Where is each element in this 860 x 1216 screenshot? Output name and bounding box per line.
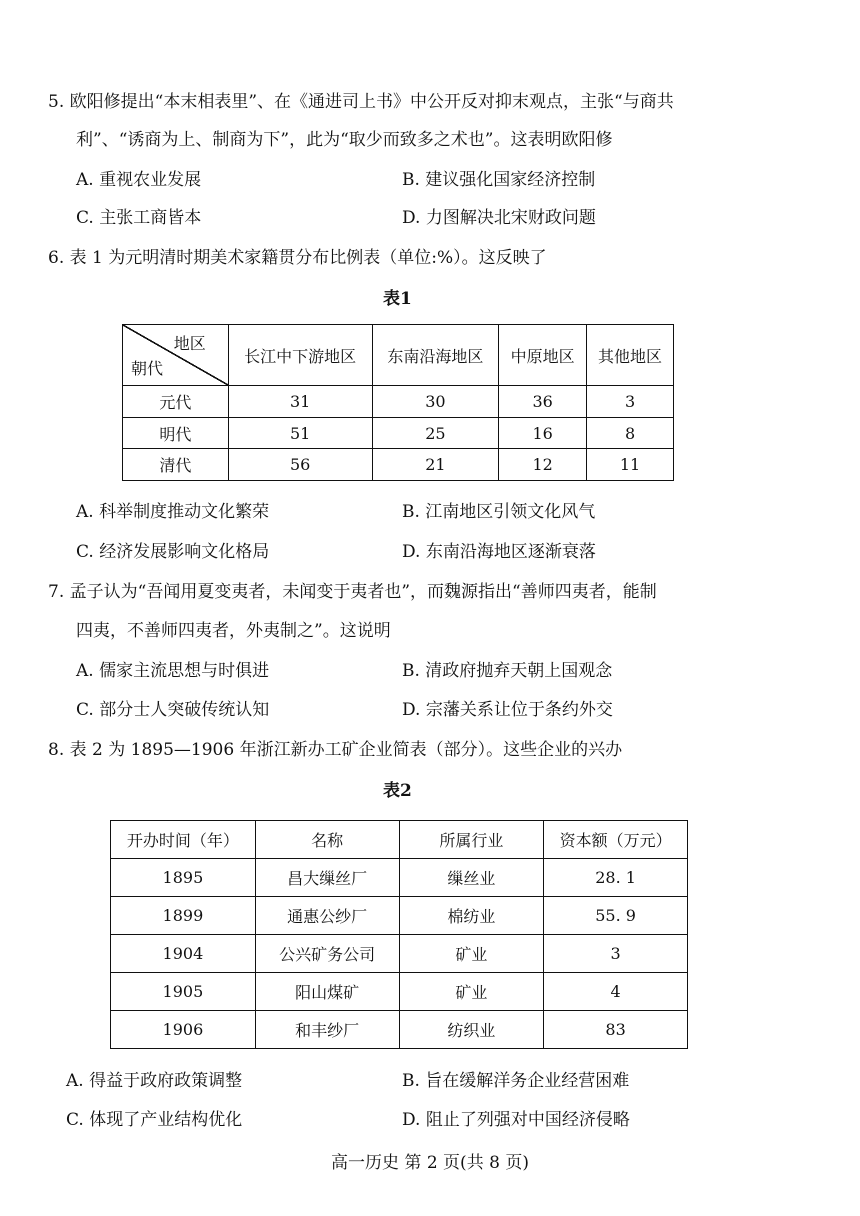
table1-corner-dynasty: 朝代 bbox=[131, 359, 164, 378]
table1-cell: 25 bbox=[372, 418, 499, 449]
table1-header-row bbox=[123, 325, 674, 386]
table2-cell: 1905 bbox=[111, 973, 256, 1011]
table2-cell: 1895 bbox=[111, 859, 256, 897]
table1-corner-cell bbox=[123, 325, 229, 386]
table2-cell: 55. 9 bbox=[544, 897, 688, 935]
table1-row-label: 清代 bbox=[123, 449, 229, 481]
q8-option-d: D. 阻止了列强对中国经济侵略 bbox=[402, 1110, 630, 1130]
table2-cell: 通惠公纱厂 bbox=[255, 897, 399, 935]
table1-caption: 表1 bbox=[383, 289, 412, 309]
q8-option-b: B. 旨在缓解洋务企业经营困难 bbox=[402, 1071, 630, 1091]
q7-stem-line1: 7. 孟子认为“吾闻用夏变夷者，未闻变于夷者也”，而魏源指出“善师四夷者，能制 bbox=[48, 582, 657, 602]
table2-cell: 阳山煤矿 bbox=[255, 973, 399, 1011]
table1-cell: 12 bbox=[499, 449, 587, 481]
q7-option-d: D. 宗藩关系让位于条约外交 bbox=[402, 700, 613, 720]
table2-cell: 纺织业 bbox=[399, 1011, 544, 1049]
table2-cell: 公兴矿务公司 bbox=[255, 935, 399, 973]
q5-option-b: B. 建议强化国家经济控制 bbox=[402, 170, 596, 190]
table2-header-cell: 名称 bbox=[255, 821, 399, 859]
table2 bbox=[110, 820, 688, 1049]
table2-cell: 和丰纱厂 bbox=[255, 1011, 399, 1049]
q6-option-c: C. 经济发展影响文化格局 bbox=[76, 542, 270, 562]
table2-cell: 1906 bbox=[111, 1011, 256, 1049]
table1-cell: 30 bbox=[372, 386, 499, 418]
q5-option-d: D. 力图解决北宋财政问题 bbox=[402, 208, 596, 228]
q8-stem-line1: 8. 表 2 为 1895—1906 年浙江新办工矿企业简表（部分）。这些企业的兴办 bbox=[48, 740, 623, 760]
q6-stem-line1: 6. 表 1 为元明清时期美术家籍贯分布比例表（单位:%）。这反映了 bbox=[48, 248, 547, 268]
table2-cell: 缫丝业 bbox=[399, 859, 544, 897]
table2-cell: 1899 bbox=[111, 897, 256, 935]
table1-cell: 51 bbox=[228, 418, 372, 449]
table1-cell: 31 bbox=[228, 386, 372, 418]
table1-cell: 11 bbox=[587, 449, 674, 481]
table1-cell: 3 bbox=[587, 386, 674, 418]
q6-option-a: A. 科举制度推动文化繁荣 bbox=[76, 502, 270, 522]
table1-header-cell: 东南沿海地区 bbox=[372, 325, 499, 386]
table2-row bbox=[111, 1011, 688, 1049]
table2-header-row bbox=[111, 821, 688, 859]
table2-cell: 矿业 bbox=[399, 973, 544, 1011]
q6-option-d: D. 东南沿海地区逐渐衰落 bbox=[402, 542, 596, 562]
table1-header-cell: 长江中下游地区 bbox=[228, 325, 372, 386]
table1-row bbox=[123, 386, 674, 418]
table1-corner-region: 地区 bbox=[173, 334, 206, 353]
table1-cell: 36 bbox=[499, 386, 587, 418]
q7-option-a: A. 儒家主流思想与时俱进 bbox=[76, 661, 270, 681]
table2-row bbox=[111, 935, 688, 973]
q5-stem-line2: 利”、“诱商为上、制商为下”，此为“取少而致多之术也”。这表明欧阳修 bbox=[76, 130, 613, 150]
table2-header-cell: 所属行业 bbox=[399, 821, 544, 859]
table1-row-label: 明代 bbox=[123, 418, 229, 449]
q7-stem-line2: 四夷，不善师四夷者，外夷制之”。这说明 bbox=[76, 621, 391, 641]
table1 bbox=[122, 324, 674, 481]
table2-cell: 矿业 bbox=[399, 935, 544, 973]
q5-stem-line1: 5. 欧阳修提出“本末相表里”、在《通进司上书》中公开反对抑末观点，主张“与商共 bbox=[48, 92, 674, 112]
q6-option-b: B. 江南地区引领文化风气 bbox=[402, 502, 596, 522]
table2-header-cell: 开办时间（年） bbox=[111, 821, 256, 859]
table2-header-cell: 资本额（万元） bbox=[544, 821, 688, 859]
table1-row bbox=[123, 418, 674, 449]
q5-option-a: A. 重视农业发展 bbox=[76, 170, 202, 190]
q8-option-c: C. 体现了产业结构优化 bbox=[66, 1110, 243, 1130]
table1-cell: 21 bbox=[372, 449, 499, 481]
table2-row bbox=[111, 897, 688, 935]
table1-header-cell: 中原地区 bbox=[499, 325, 587, 386]
table2-cell: 28. 1 bbox=[544, 859, 688, 897]
q7-option-b: B. 清政府抛弃天朝上国观念 bbox=[402, 661, 613, 681]
table1-cell: 56 bbox=[228, 449, 372, 481]
table1-row bbox=[123, 449, 674, 481]
table2-row bbox=[111, 973, 688, 1011]
table2-cell: 昌大缫丝厂 bbox=[255, 859, 399, 897]
q8-option-a: A. 得益于政府政策调整 bbox=[66, 1071, 243, 1091]
table2-cell: 83 bbox=[544, 1011, 688, 1049]
q5-option-c: C. 主张工商皆本 bbox=[76, 208, 202, 228]
table1-cell: 16 bbox=[499, 418, 587, 449]
page-footer: 高一历史 第 2 页(共 8 页) bbox=[331, 1153, 529, 1173]
table2-caption: 表2 bbox=[383, 781, 412, 801]
table2-cell: 棉纺业 bbox=[399, 897, 544, 935]
table2-cell: 4 bbox=[544, 973, 688, 1011]
table1-cell: 8 bbox=[587, 418, 674, 449]
q7-option-c: C. 部分士人突破传统认知 bbox=[76, 700, 270, 720]
table1-row-label: 元代 bbox=[123, 386, 229, 418]
table2-row bbox=[111, 859, 688, 897]
table2-cell: 3 bbox=[544, 935, 688, 973]
table2-cell: 1904 bbox=[111, 935, 256, 973]
table1-header-cell: 其他地区 bbox=[587, 325, 674, 386]
